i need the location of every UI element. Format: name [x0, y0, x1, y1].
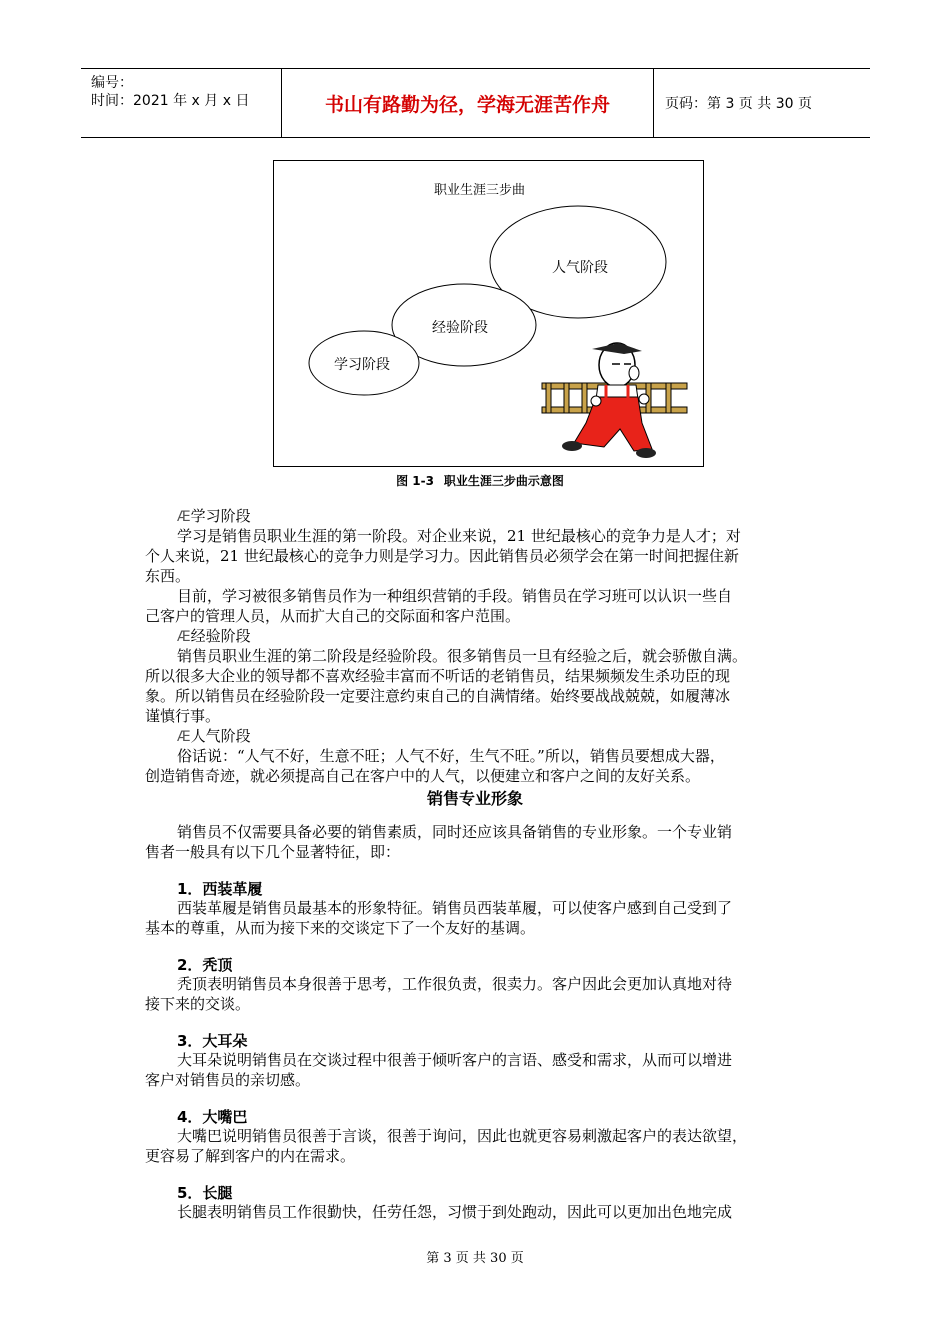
paragraph-line: 更容易了解到客户的内在需求。 — [145, 1147, 356, 1165]
figure-caption — [0, 472, 950, 489]
stage1-label: 学习阶段 — [334, 357, 390, 373]
feature-title-3: 3．大耳朵 — [177, 1032, 248, 1050]
experience-title: 经验阶段 — [190, 627, 251, 645]
caption-number: 图 1-3 — [396, 474, 434, 488]
paragraph-line: 客户对销售员的亲切感。 — [145, 1071, 311, 1089]
paragraph-line: 售者一般具有以下几个显著特征，即： — [145, 843, 401, 861]
paragraph-line: 接下来的交谈。 — [145, 995, 251, 1013]
bullet-mark: Æ — [177, 729, 191, 745]
date-label: 时间：2021 年 x 月 x 日 — [91, 93, 250, 109]
text-line: 秃顶表明销售员本身很善于思考，工作很负责，很卖力。客户因此会更加认真地对待 — [177, 975, 733, 993]
page-header — [81, 68, 870, 138]
paragraph-line: 己客户的管理人员，从而扩大自己的交际面和客户范围。 — [145, 607, 521, 625]
paragraph-line — [145, 974, 825, 994]
bullet-mark: Æ — [177, 629, 191, 645]
text-line: 长腿表明销售员工作很勤快，任劳任怨，习惯于到处跑动，因此可以更加出色地完成 — [177, 1203, 733, 1221]
text-line: 销售员职业生涯的第二阶段是经验阶段。很多销售员一旦有经验之后，就会骄傲自满。 — [177, 647, 748, 665]
divider — [653, 69, 654, 137]
career-figure — [273, 160, 704, 467]
text-line: 俗话说：“人气不好，生意不旺；人气不好，生气不旺。”所以，销售员要想成大器， — [177, 747, 725, 765]
text-line: 西装革履是销售员最基本的形象特征。销售员西装革履，可以使客户感到自己受到了 — [177, 899, 733, 917]
paragraph-line: 所以很多大企业的领导都不喜欢经验丰富而不听话的老销售员，结果频频发生杀功臣的现 — [145, 667, 731, 685]
paragraph-line: 创造销售奇迹，就必须提高自己在客户中的人气，以便建立和客户之间的友好关系。 — [145, 767, 701, 785]
caption-text: 职业生涯三步曲示意图 — [443, 474, 564, 488]
text-line: 大嘴巴说明销售员很善于言谈，很善于询问，因此也就更容易刺激起客户的表达欲望， — [177, 1127, 748, 1145]
number-label: 编号： — [91, 75, 133, 91]
paragraph-line — [145, 822, 825, 842]
bullet-experience — [145, 626, 825, 647]
paragraph-line — [145, 1050, 825, 1070]
section-title: 销售专业形象 — [426, 789, 523, 808]
paragraph-line: 象。所以销售员在经验阶段一定要注意约束自己的自满情绪。始终要战战兢兢，如履薄冰 — [145, 687, 731, 705]
feature-title-4: 4．大嘴巴 — [177, 1108, 248, 1126]
paragraph-line — [145, 898, 825, 918]
paragraph-line: 东西。 — [145, 567, 191, 585]
bullet-mark: Æ — [177, 509, 191, 525]
page-footer: 第 3 页 共 30 页 — [426, 1251, 524, 1266]
paragraph-line: 基本的尊重，从而为接下来的交谈定下了一个友好的基调。 — [145, 919, 536, 937]
stage3-label: 人气阶段 — [552, 260, 608, 276]
paragraph-line: 个人来说，21 世纪最核心的竞争力则是学习力。因此销售员必须学会在第一时间把握住新 — [145, 547, 739, 565]
paragraph-line — [145, 526, 825, 546]
paragraph-line — [145, 1126, 825, 1146]
bullet-popularity — [145, 726, 825, 747]
text-line: 大耳朵说明销售员在交谈过程中很善于倾听客户的言语、感受和需求，从而可以增进 — [177, 1051, 733, 1069]
text-line: 销售员不仅需要具备必要的销售素质，同时还应该具备销售的专业形象。一个专业销 — [177, 823, 733, 841]
bullet-learning — [145, 506, 825, 527]
motto: 书山有路勤为径，学海无涯苦作舟 — [324, 93, 610, 116]
feature-title-5: 5．长腿 — [177, 1184, 233, 1202]
figure-drawing — [274, 161, 705, 468]
paragraph-line — [145, 586, 825, 606]
header-meta — [81, 69, 281, 137]
popularity-title: 人气阶段 — [190, 727, 251, 745]
paragraph-line — [145, 746, 825, 766]
figure-title: 职业生涯三步曲 — [434, 183, 526, 198]
page-label: 页码：第 3 页 共 30 页 — [665, 96, 812, 112]
text-line: 学习是销售员职业生涯的第一阶段。对企业来说，21 世纪最核心的竞争力是人才；对 — [177, 527, 741, 545]
paragraph-line — [145, 646, 825, 666]
feature-title-1: 1．西装革履 — [177, 880, 263, 898]
stage2-label: 经验阶段 — [432, 320, 488, 336]
feature-title-2: 2．秃顶 — [177, 956, 233, 974]
paragraph-line: 谨慎行事。 — [145, 707, 221, 725]
worker-with-ladder-icon — [542, 343, 687, 458]
paragraph-line — [145, 1202, 825, 1222]
text-line: 目前，学习被很多销售员作为一种组织营销的手段。销售员在学习班可以认识一些自 — [177, 587, 733, 605]
learning-title: 学习阶段 — [190, 507, 251, 525]
